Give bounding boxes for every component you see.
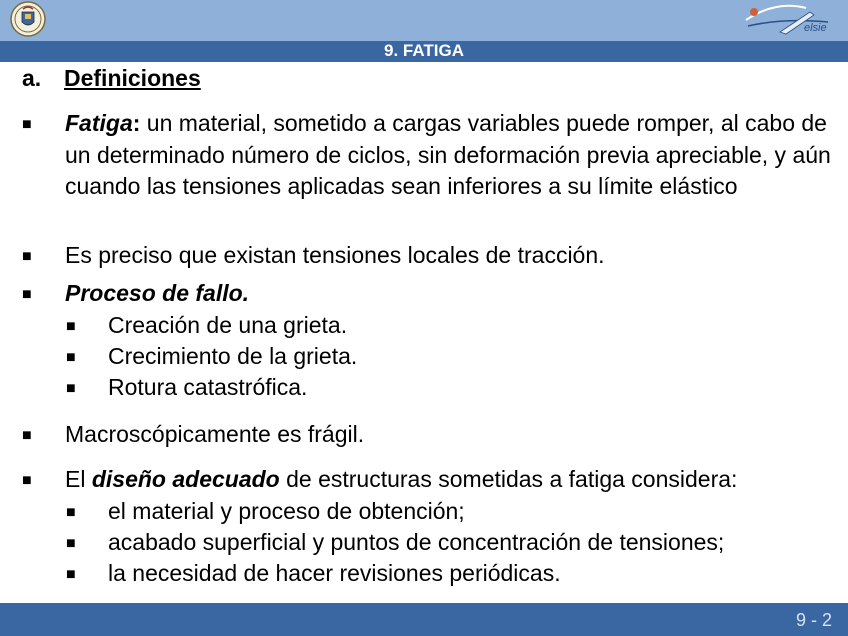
university-crest-icon — [10, 1, 46, 37]
elsie-logo-text: elsie — [804, 22, 827, 34]
macro-text: Macroscópicamente es frágil. — [65, 421, 365, 447]
tension-text: Es preciso que existan tensiones locales de tracción. — [65, 242, 605, 268]
section-heading — [22, 65, 201, 92]
proceso-item: Rotura catastrófica. — [108, 374, 308, 400]
proceso-item: Crecimiento de la grieta. — [108, 343, 358, 369]
section-letter: a. — [22, 65, 42, 91]
sub-bullet-square-icon: ■ — [66, 504, 76, 521]
diseno-item: acabado superficial y puntos de concentración de tensiones; — [108, 529, 725, 555]
sub-bullet-square-icon: ■ — [66, 566, 76, 583]
footer-band — [0, 603, 848, 636]
sub-bullet-square-icon: ■ — [66, 349, 76, 366]
header-band — [0, 0, 848, 41]
fatiga-definition — [65, 108, 835, 203]
sub-bullet-square-icon: ■ — [66, 380, 76, 397]
sub-bullet-square-icon: ■ — [66, 318, 76, 335]
diseno-suffix: de estructuras sometidas a fatiga considera: — [279, 466, 738, 492]
diseno-item: el material y proceso de obtención; — [108, 498, 465, 524]
diseno-item: la necesidad de hacer revisiones periódicas. — [108, 560, 561, 586]
diseno-text — [65, 464, 835, 496]
diseno-prefix: El — [65, 466, 92, 492]
bullet-square-icon: ■ — [22, 472, 32, 489]
proceso-title: Proceso de fallo. — [65, 280, 250, 306]
bullet-square-icon: ■ — [22, 427, 32, 444]
diseno-bold: diseño adecuado — [91, 466, 280, 492]
fatiga-text: un material, sometido a cargas variables puede romper, al cabo de un determinado número de ciclos, sin deformación previa apreciable, y aún cuando las tensiones aplicadas sean inferiores a su límite elástico — [65, 110, 831, 199]
section-title: Definiciones — [64, 65, 201, 91]
fatiga-term: Fatiga — [65, 110, 133, 136]
page-number: 9 - 2 — [795, 610, 832, 630]
slide-title: 9. FATIGA — [0, 41, 848, 62]
bullet-square-icon: ■ — [22, 116, 32, 133]
sub-bullet-square-icon: ■ — [66, 535, 76, 552]
bullet-square-icon: ■ — [22, 286, 32, 303]
proceso-item: Creación de una grieta. — [108, 312, 348, 338]
bullet-square-icon: ■ — [22, 248, 32, 265]
fatiga-colon: : — [132, 110, 141, 136]
